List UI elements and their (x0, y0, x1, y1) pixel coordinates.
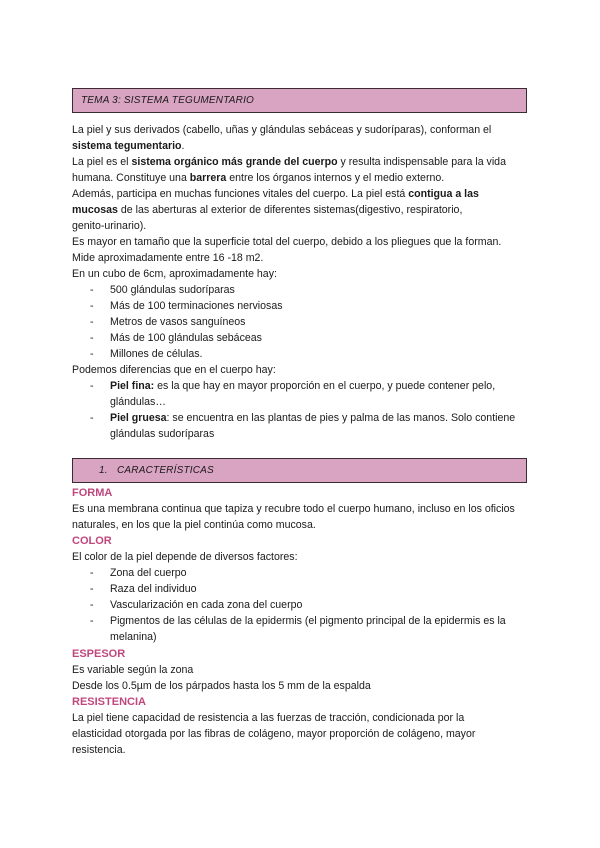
list-item-continuation: melanina) (110, 631, 157, 643)
intro-line: genito-urinario). (72, 220, 147, 232)
list-item-thin-skin (110, 378, 495, 394)
intro-line (72, 170, 444, 186)
espesor-heading: ESPESOR (72, 648, 126, 660)
resistencia-heading: RESISTENCIA (72, 696, 146, 708)
list-item: Pigmentos de las células de la epidermis (el pigmento principal de la epidermis es la (110, 615, 506, 627)
list-item: Millones de células. (110, 348, 203, 360)
intro-line (72, 186, 479, 202)
section-title: CARACTERÍSTICAS (117, 465, 214, 476)
espesor-line: Desde los 0.5µm de los párpados hasta los 5 mm de la espalda (72, 680, 371, 692)
text-run: . (181, 140, 185, 152)
list-dash: - (90, 300, 94, 312)
resistencia-line: elasticidad otorgada por las fibras de colágeno, mayor proporción de colágeno, mayor (72, 728, 476, 740)
list-dash: - (90, 316, 94, 328)
list-dash: - (90, 380, 94, 392)
text-run: es la que hay en mayor proporción en el cuerpo, y puede contener pelo, (154, 380, 496, 392)
resistencia-line: resistencia. (72, 744, 126, 756)
bold-term: Piel fina: (110, 380, 155, 392)
list-dash: - (90, 567, 94, 579)
list-item-thick-skin (110, 410, 515, 426)
list-dash: - (90, 599, 94, 611)
list-item: Metros de vasos sanguíneos (110, 316, 246, 328)
intro-line: Es mayor en tamaño que la superficie total del cuerpo, debido a los pliegues que la forman. (72, 236, 502, 248)
bold-term: mucosas (72, 204, 118, 216)
text-run: entre los órganos internos y el medio externo. (226, 172, 445, 184)
bold-term: sistema orgánico más grande del cuerpo (131, 156, 338, 168)
list-item: Vascularización en cada zona del cuerpo (110, 599, 303, 611)
forma-line: naturales, en los que la piel continúa como mucosa. (72, 519, 316, 531)
text-run: humana. Constituye una (72, 172, 190, 184)
list-item: 500 glándulas sudoríparas (110, 284, 235, 296)
forma-heading: FORMA (72, 487, 113, 499)
intro-line (72, 154, 506, 170)
list-dash: - (90, 583, 94, 595)
list-item-continuation: glándulas sudoríparas (110, 428, 215, 440)
bold-term: barrera (189, 172, 227, 184)
list-dash: - (90, 284, 94, 296)
section-number: 1. (99, 465, 108, 476)
color-line: El color de la piel depende de diversos factores: (72, 551, 298, 563)
list-item: Raza del individuo (110, 583, 197, 595)
text-run: de las aberturas al exterior de diferentes sistemas(digestivo, respiratorio, (117, 204, 463, 216)
intro-line: Mide aproximadamente entre 16 -18 m2. (72, 252, 264, 264)
bold-term: Piel gruesa (110, 412, 167, 424)
text-run: y resulta indispensable para la vida (337, 156, 506, 168)
list-dash: - (90, 348, 94, 360)
topic-title-banner (72, 88, 527, 113)
intro-line (72, 202, 462, 218)
list-item: Más de 100 glándulas sebáceas (110, 332, 262, 344)
list-dash: - (90, 332, 94, 344)
list-item: Más de 100 terminaciones nerviosas (110, 300, 283, 312)
intro-line: Podemos diferencias que en el cuerpo hay: (72, 364, 276, 376)
section-banner (72, 458, 527, 483)
list-item-continuation: glándulas… (110, 396, 166, 408)
topic-title: TEMA 3: SISTEMA TEGUMENTARIO (81, 95, 255, 106)
color-heading: COLOR (72, 535, 112, 547)
intro-line: La piel y sus derivados (cabello, uñas y glándulas sebáceas y sudoríparas), conforman el (72, 124, 492, 136)
list-item: Zona del cuerpo (110, 567, 187, 579)
list-dash: - (90, 615, 94, 627)
text-run: Además, participa en muchas funciones vitales del cuerpo. La piel está (72, 188, 409, 200)
resistencia-line: La piel tiene capacidad de resistencia a las fuerzas de tracción, condicionada por la (72, 712, 465, 724)
text-run: : se encuentra en las plantas de pies y palma de las manos. Solo contiene (166, 412, 516, 424)
forma-line: Es una membrana continua que tapiza y recubre todo el cuerpo humano, incluso en los oficios (72, 503, 515, 515)
text-run: La piel es el (72, 156, 132, 168)
list-dash: - (90, 412, 94, 424)
intro-line: En un cubo de 6cm, aproximadamente hay: (72, 268, 277, 280)
intro-line (72, 138, 184, 154)
bold-term: sistema tegumentario (72, 140, 182, 152)
espesor-line: Es variable según la zona (72, 664, 194, 676)
bold-term: contigua a las (408, 188, 479, 200)
